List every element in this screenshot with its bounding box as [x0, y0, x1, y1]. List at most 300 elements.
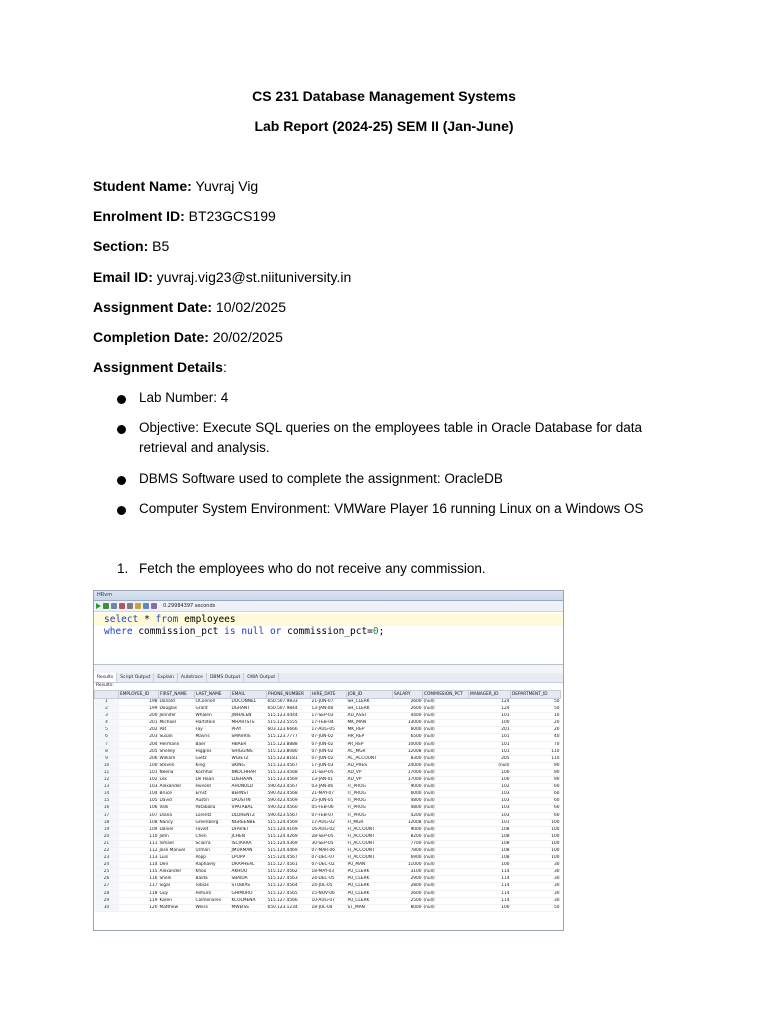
table-cell: PU_CLERK [347, 890, 393, 897]
table-cell: Daniel [159, 826, 195, 833]
table-cell: 515.124.4569 [267, 819, 311, 826]
table-cell: (null) [423, 777, 469, 784]
table-row[interactable] [95, 791, 561, 798]
table-cell: 119 [119, 897, 159, 904]
table-cell: MWEISS [231, 904, 267, 911]
row-number: 12 [95, 777, 119, 784]
table-cell: 101 [469, 748, 511, 755]
table-row[interactable] [95, 734, 561, 741]
table-cell: AD_PRES [347, 762, 393, 769]
table-cell: NGREENBE [231, 819, 267, 826]
report-title: Lab Report (2024-25) SEM II (Jan-June) [254, 118, 514, 134]
table-cell: 111 [119, 840, 159, 847]
table-row[interactable] [95, 713, 561, 720]
table-cell: 199 [119, 706, 159, 713]
table-cell: Jose Manuel [159, 847, 195, 854]
table-cell: Khoo [195, 869, 231, 876]
table-cell: 17-FEB-04 [311, 720, 347, 727]
table-cell: 117 [119, 883, 159, 890]
row-number: 18 [95, 819, 119, 826]
row-number: 4 [95, 720, 119, 727]
bullet-icon [117, 506, 126, 515]
table-cell: 515.127.4562 [267, 869, 311, 876]
row-number: 16 [95, 805, 119, 812]
table-cell: Valli [159, 805, 195, 812]
table-cell: 198 [119, 699, 159, 706]
table-cell: Mavris [195, 734, 231, 741]
table-cell: 90 [511, 777, 561, 784]
table-cell: 07-JUN-02 [311, 755, 347, 762]
table-cell: 103 [119, 784, 159, 791]
table-row[interactable] [95, 904, 561, 911]
sql-developer-screenshot [93, 590, 564, 931]
table-cell: 124 [469, 699, 511, 706]
table-row[interactable] [95, 840, 561, 847]
table-cell: King [195, 762, 231, 769]
table-cell: (null) [423, 741, 469, 748]
table-cell: 101 [469, 819, 511, 826]
table-cell: (null) [423, 713, 469, 720]
table-cell: Greenberg [195, 819, 231, 826]
table-cell: IT_PROG [347, 784, 393, 791]
clear-icon [151, 603, 157, 609]
table-cell: FI_ACCOUNT [347, 833, 393, 840]
table-cell: Karen [159, 897, 195, 904]
table-cell: (null) [423, 904, 469, 911]
table-row[interactable] [95, 897, 561, 904]
table-cell: De Haan [195, 777, 231, 784]
table-cell: 108 [469, 855, 511, 862]
table-cell: 100 [511, 847, 561, 854]
table-row[interactable] [95, 762, 561, 769]
table-cell: 515.127.4565 [267, 890, 311, 897]
table-cell: Hermann [159, 741, 195, 748]
table-row[interactable] [95, 826, 561, 833]
table-cell: 515.124.4369 [267, 840, 311, 847]
table-cell: Ismael [159, 840, 195, 847]
table-cell: (null) [423, 847, 469, 854]
table-cell: 101 [469, 734, 511, 741]
table-cell: Raphaely [195, 862, 231, 869]
table-cell: 2600 [393, 890, 423, 897]
table-cell: 110 [511, 748, 561, 755]
row-number: 1 [95, 699, 119, 706]
table-cell: 515.123.4569 [267, 777, 311, 784]
row-number: 9 [95, 755, 119, 762]
table-cell: 10000 [393, 741, 423, 748]
table-cell: Michael [159, 720, 195, 727]
table-cell: 102 [119, 777, 159, 784]
table-cell: 60 [511, 812, 561, 819]
table-row[interactable] [95, 727, 561, 734]
table-cell: Faviet [195, 826, 231, 833]
table-cell: 6500 [393, 734, 423, 741]
table-cell: 4800 [393, 798, 423, 805]
table-cell: 515.123.4568 [267, 769, 311, 776]
table-cell: Donald [159, 699, 195, 706]
table-cell: 114 [469, 883, 511, 890]
table-cell: 515.124.4567 [267, 855, 311, 862]
row-number: 6 [95, 734, 119, 741]
table-row[interactable] [95, 748, 561, 755]
detail-lab-number: Lab Number: 4 [139, 390, 229, 405]
table-cell: Higgins [195, 748, 231, 755]
table-cell: SMAVRIS [231, 734, 267, 741]
table-cell: 103 [469, 805, 511, 812]
results-header-row [95, 691, 561, 699]
table-cell: 104 [119, 791, 159, 798]
table-cell: (null) [423, 897, 469, 904]
table-row[interactable] [95, 699, 561, 706]
table-cell: 40 [511, 734, 561, 741]
table-cell: 12008 [393, 748, 423, 755]
table-cell: 100 [511, 819, 561, 826]
table-cell: 590.423.4569 [267, 798, 311, 805]
bullet-icon [117, 425, 126, 434]
table-cell: (null) [423, 840, 469, 847]
table-cell: 603.123.6666 [267, 727, 311, 734]
table-cell: 4400 [393, 713, 423, 720]
table-cell: FI_ACCOUNT [347, 855, 393, 862]
table-row[interactable] [95, 869, 561, 876]
table-cell: 10 [511, 713, 561, 720]
row-number: 30 [95, 904, 119, 911]
table-row[interactable] [95, 862, 561, 869]
row-number: 7 [95, 741, 119, 748]
table-cell: 21-JUN-07 [311, 699, 347, 706]
table-cell: Bruce [159, 791, 195, 798]
table-cell: 120 [119, 904, 159, 911]
table-cell: Sigal [159, 883, 195, 890]
table-cell: 13000 [393, 720, 423, 727]
table-cell: 30 [511, 897, 561, 904]
table-cell: AC_MGR [347, 748, 393, 755]
field-student-name: Student Name: Yuvraj Vig [93, 178, 259, 194]
table-cell: 590.423.4560 [267, 805, 311, 812]
table-cell: Alexander [159, 784, 195, 791]
column-header[interactable]: MANAGER_ID [469, 691, 511, 699]
table-cell: (null) [423, 734, 469, 741]
pane-splitter [94, 664, 563, 673]
table-cell: 101 [119, 769, 159, 776]
table-cell: (null) [423, 876, 469, 883]
table-cell: 90 [511, 762, 561, 769]
table-cell: PU_CLERK [347, 876, 393, 883]
table-cell: 13-JAN-01 [311, 777, 347, 784]
row-number-header [95, 691, 119, 699]
results-grid [94, 690, 563, 930]
results-label: Results: [96, 683, 114, 688]
table-cell: Austin [195, 798, 231, 805]
column-header[interactable]: COMMISSION_PCT [423, 691, 469, 699]
bullet-icon [117, 476, 126, 485]
table-cell: PU_MAN [347, 862, 393, 869]
table-cell: DFAVIET [231, 826, 267, 833]
table-row[interactable] [95, 755, 561, 762]
column-header[interactable]: FIRST_NAME [159, 691, 195, 699]
table-cell: 20 [511, 720, 561, 727]
table-cell: 105 [119, 798, 159, 805]
table-cell: 206 [119, 755, 159, 762]
table-cell: Pat [159, 727, 195, 734]
table-cell: 2600 [393, 699, 423, 706]
row-number: 21 [95, 840, 119, 847]
table-cell: 05-FEB-06 [311, 805, 347, 812]
table-cell: 204 [119, 741, 159, 748]
table-cell: 60 [511, 784, 561, 791]
table-cell: 17000 [393, 769, 423, 776]
table-cell: Lorentz [195, 812, 231, 819]
row-number: 25 [95, 869, 119, 876]
table-row[interactable] [95, 847, 561, 854]
row-number: 17 [95, 812, 119, 819]
table-cell: 107 [119, 812, 159, 819]
table-row[interactable] [95, 883, 561, 890]
table-cell: 2800 [393, 883, 423, 890]
table-cell: Diana [159, 812, 195, 819]
table-cell: 6000 [393, 727, 423, 734]
column-header[interactable]: SALARY [393, 691, 423, 699]
table-cell: PU_CLERK [347, 897, 393, 904]
table-row[interactable] [95, 812, 561, 819]
table-cell: FI_ACCOUNT [347, 840, 393, 847]
table-row[interactable] [95, 890, 561, 897]
tab-script-output: Script Output [117, 673, 154, 682]
table-cell: JMURMAN [231, 847, 267, 854]
table-cell: LPOPP [231, 855, 267, 862]
table-cell: 515.123.8181 [267, 755, 311, 762]
table-cell: Shelley [159, 748, 195, 755]
table-cell: Grant [195, 706, 231, 713]
table-cell: 60 [511, 798, 561, 805]
table-cell: Douglas [159, 706, 195, 713]
table-cell: (null) [423, 798, 469, 805]
table-cell: 203 [119, 734, 159, 741]
table-cell: 100 [511, 840, 561, 847]
table-cell: 2900 [393, 876, 423, 883]
table-cell: 12008 [393, 819, 423, 826]
column-header[interactable]: PHONE_NUMBER [267, 691, 311, 699]
table-row[interactable] [95, 784, 561, 791]
table-cell: 110 [119, 833, 159, 840]
row-number: 22 [95, 847, 119, 854]
table-cell: (null) [423, 883, 469, 890]
results-table [94, 690, 561, 912]
table-cell: Ernst [195, 791, 231, 798]
table-cell: DRAPHEAL [231, 862, 267, 869]
worksheet-toolbar [94, 601, 563, 612]
table-row[interactable] [95, 777, 561, 784]
table-cell: 103 [469, 791, 511, 798]
table-row[interactable] [95, 819, 561, 826]
table-row[interactable] [95, 876, 561, 883]
table-cell: 515.127.4563 [267, 876, 311, 883]
table-cell: (null) [423, 855, 469, 862]
table-cell: JWHALEN [231, 713, 267, 720]
table-cell: 11000 [393, 862, 423, 869]
table-cell: (null) [423, 706, 469, 713]
table-cell: 03-JAN-06 [311, 784, 347, 791]
table-row[interactable] [95, 798, 561, 805]
tab-owa-output: OWA Output [244, 673, 279, 682]
column-header[interactable]: EMPLOYEE_ID [119, 691, 159, 699]
table-cell: David [159, 798, 195, 805]
row-number: 27 [95, 883, 119, 890]
table-cell: (null) [423, 720, 469, 727]
table-cell: 100 [511, 833, 561, 840]
table-row[interactable] [95, 706, 561, 713]
table-cell: Hunold [195, 784, 231, 791]
table-cell: (null) [423, 762, 469, 769]
table-cell: HR_REP [347, 734, 393, 741]
row-number: 2 [95, 706, 119, 713]
table-cell: 4200 [393, 812, 423, 819]
table-cell: Shelli [159, 876, 195, 883]
detail-dbms-software: DBMS Software used to complete the assignment: OracleDB [139, 471, 503, 486]
row-number: 24 [95, 862, 119, 869]
table-cell: Colmenares [195, 897, 231, 904]
table-cell: 6000 [393, 791, 423, 798]
table-cell: (null) [423, 890, 469, 897]
table-cell: 515.127.4566 [267, 897, 311, 904]
table-cell: 650.123.1234 [267, 904, 311, 911]
table-cell: 118 [119, 890, 159, 897]
row-number: 23 [95, 855, 119, 862]
table-cell: 590.423.4567 [267, 784, 311, 791]
table-cell: 101 [469, 741, 511, 748]
column-header[interactable]: EMAIL [231, 691, 267, 699]
table-cell: 21-SEP-05 [311, 769, 347, 776]
table-cell: 16-AUG-02 [311, 826, 347, 833]
table-cell: Sciarra [195, 840, 231, 847]
table-cell: 590.423.5567 [267, 812, 311, 819]
table-cell: 18-MAY-03 [311, 869, 347, 876]
table-cell: 590.423.4568 [267, 791, 311, 798]
table-cell: Susan [159, 734, 195, 741]
table-row[interactable] [95, 855, 561, 862]
table-cell: Jennifer [159, 713, 195, 720]
table-cell: KCOLMENA [231, 897, 267, 904]
commit-icon [111, 603, 117, 609]
row-number: 5 [95, 727, 119, 734]
table-cell: (null) [423, 748, 469, 755]
column-header[interactable]: HIRE_DATE [311, 691, 347, 699]
table-cell: 50 [511, 904, 561, 911]
table-cell: BERNST [231, 791, 267, 798]
table-cell: (null) [469, 762, 511, 769]
table-cell: 7700 [393, 840, 423, 847]
table-cell: Kochhar [195, 769, 231, 776]
table-row[interactable] [95, 741, 561, 748]
table-cell: 100 [469, 777, 511, 784]
table-cell: 515.124.4269 [267, 833, 311, 840]
table-row[interactable] [95, 833, 561, 840]
explain-plan-icon [135, 603, 141, 609]
table-cell: FI_ACCOUNT [347, 847, 393, 854]
table-cell: 103 [469, 812, 511, 819]
table-cell: Urman [195, 847, 231, 854]
table-row[interactable] [95, 720, 561, 727]
row-number: 3 [95, 713, 119, 720]
field-assignment-date: Assignment Date: 10/02/2025 [93, 299, 286, 315]
table-cell: 100 [469, 720, 511, 727]
table-cell: 201 [469, 727, 511, 734]
execution-time: 0.29984397 seconds [163, 603, 216, 609]
table-cell: DOCONNEL [231, 699, 267, 706]
table-cell: 115 [119, 869, 159, 876]
table-cell: Chen [195, 833, 231, 840]
table-cell: 650.507.9844 [267, 706, 311, 713]
table-cell: VPATABAL [231, 805, 267, 812]
table-cell: 30 [511, 876, 561, 883]
worksheet-tab: HRvm [94, 591, 563, 601]
table-cell: 17000 [393, 777, 423, 784]
row-number: 15 [95, 798, 119, 805]
table-cell: Luis [159, 855, 195, 862]
column-header[interactable]: LAST_NAME [195, 691, 231, 699]
table-cell: 4800 [393, 805, 423, 812]
table-cell: Hartstein [195, 720, 231, 727]
table-cell: 17-AUG-02 [311, 819, 347, 826]
table-cell: 15-NOV-06 [311, 890, 347, 897]
question-text: Fetch the employees who do not receive any commission. [139, 561, 486, 576]
table-cell: 3100 [393, 869, 423, 876]
table-cell: AD_ASST [347, 713, 393, 720]
column-header[interactable]: DEPARTMENT_ID [511, 691, 561, 699]
row-number: 19 [95, 826, 119, 833]
table-cell: (null) [423, 833, 469, 840]
table-cell: IT_PROG [347, 798, 393, 805]
table-cell: 110 [511, 755, 561, 762]
table-cell: 515.124.4469 [267, 847, 311, 854]
table-cell: Baer [195, 741, 231, 748]
field-enrolment-id: Enrolment ID: BT23GCS199 [93, 208, 276, 224]
table-cell: DGRANT [231, 706, 267, 713]
table-cell: 112 [119, 847, 159, 854]
table-cell: (null) [423, 819, 469, 826]
table-cell: 8300 [393, 755, 423, 762]
table-cell: MK_MAN [347, 720, 393, 727]
table-cell: (null) [423, 769, 469, 776]
table-cell: (null) [423, 784, 469, 791]
sql-line-1: select * from employees [104, 614, 236, 625]
table-cell: DLORENTZ [231, 812, 267, 819]
table-cell: 18-JUL-04 [311, 904, 347, 911]
table-cell: 6900 [393, 855, 423, 862]
row-number: 11 [95, 769, 119, 776]
table-cell: (null) [423, 862, 469, 869]
table-row[interactable] [95, 769, 561, 776]
table-row[interactable] [95, 805, 561, 812]
table-cell: IT_PROG [347, 791, 393, 798]
table-cell: 116 [119, 876, 159, 883]
table-cell: SKING [231, 762, 267, 769]
row-number: 28 [95, 890, 119, 897]
table-cell: Popp [195, 855, 231, 862]
run-script-icon [103, 603, 109, 609]
table-cell: Fay [195, 727, 231, 734]
table-cell: 100 [469, 862, 511, 869]
table-cell: 100 [511, 855, 561, 862]
table-cell: 07-MAR-06 [311, 847, 347, 854]
field-assignment-details: Assignment Details: [93, 359, 227, 375]
table-cell: 24000 [393, 762, 423, 769]
table-cell: 100 [511, 826, 561, 833]
table-cell: 515.123.8080 [267, 748, 311, 755]
column-header[interactable]: JOB_ID [347, 691, 393, 699]
table-cell: 7800 [393, 847, 423, 854]
table-cell: WGIETZ [231, 755, 267, 762]
